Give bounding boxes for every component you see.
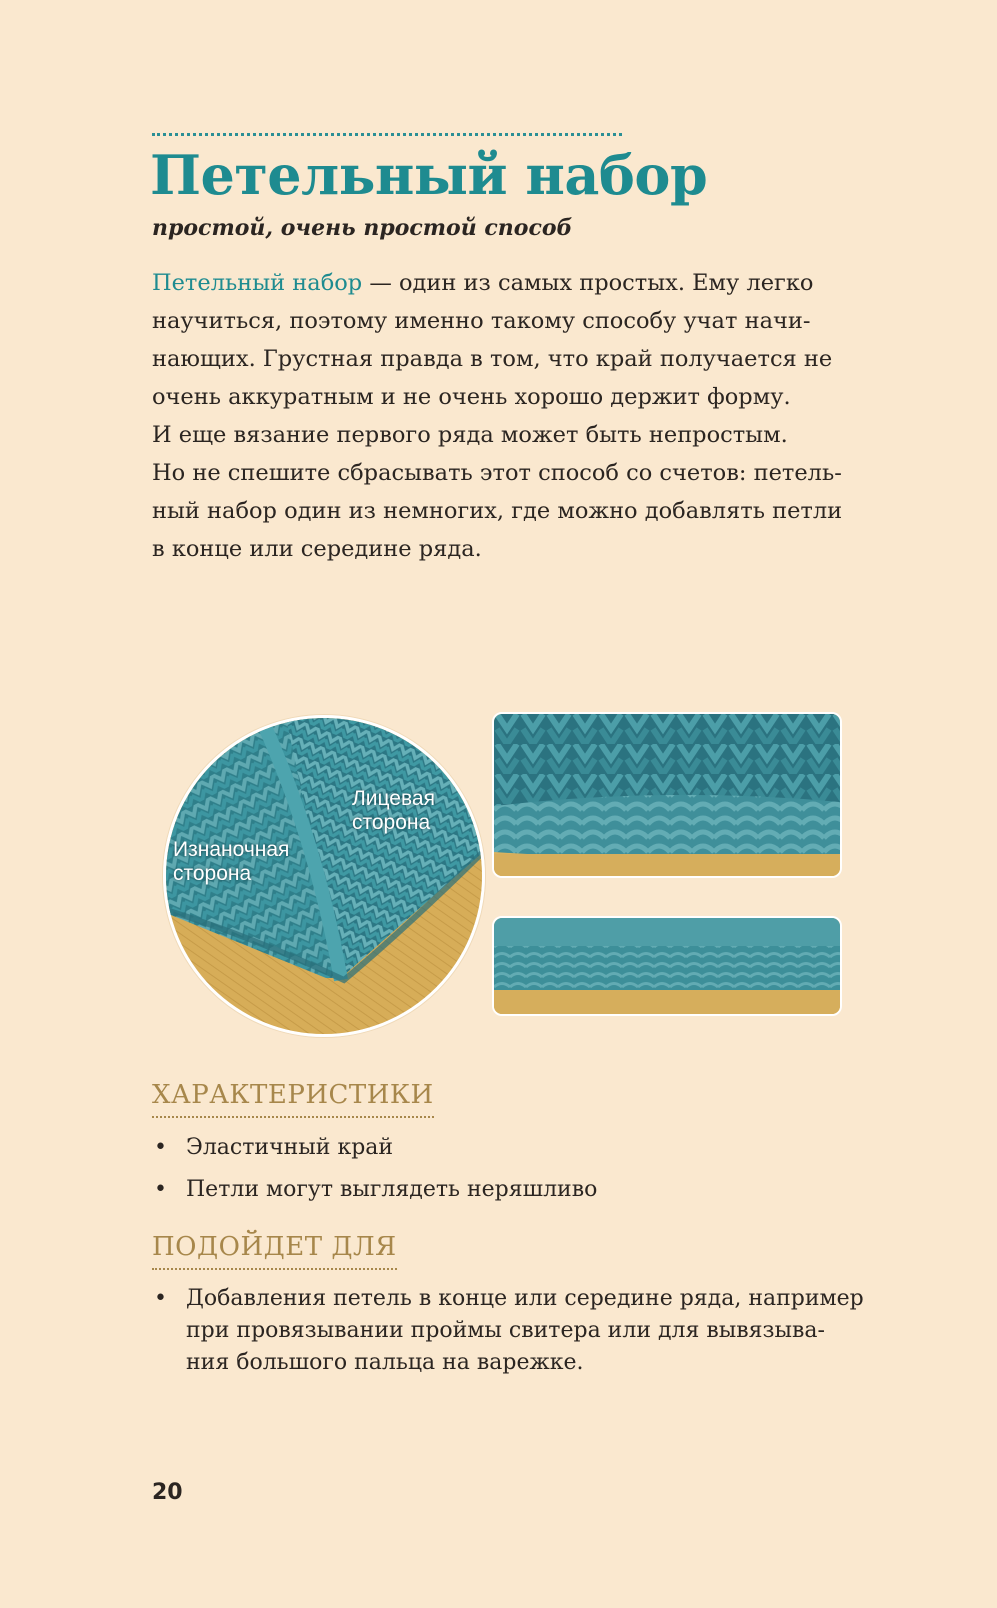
bullet-icon: • (154, 1177, 167, 1202)
intro-line-1: Петельный набор — один из самых простых. Ему легко (152, 270, 814, 296)
title-dotted-rule (152, 133, 622, 136)
intro-line-3: нающих. Грустная правда в том, что край получается не (152, 346, 833, 372)
bullet-icon: • (154, 1286, 167, 1311)
page-number: 20 (152, 1480, 183, 1505)
intro-line-5: И еще вязание первого ряда может быть непростым. (152, 422, 788, 448)
knit-edge-photo-top (492, 712, 842, 878)
page-title: Петельный набор (150, 143, 708, 207)
intro-line-4: очень аккуратным и не очень хорошо держит форму. (152, 384, 791, 410)
characteristics-list (152, 1132, 597, 1206)
label-wrong-side: Изнаночная сторона (173, 838, 290, 885)
knit-edge-photo-bottom (492, 916, 842, 1016)
intro-term: Петельный набор (152, 270, 363, 296)
page-subtitle: простой, очень простой способ (152, 215, 573, 241)
intro-line-2: научиться, поэтому именно такому способу учат начи- (152, 308, 811, 334)
intro-line-6: Но не спешите сбрасывать этот способ со счетов: петель- (152, 460, 842, 486)
suitable-for-heading: ПОДОЙДЕТ ДЛЯ (152, 1230, 397, 1270)
suitable-for-list (152, 1283, 864, 1379)
bullet-icon: • (154, 1135, 167, 1160)
list-item: • Добавления петель в конце или середине ряда, например при провязывании проймы свитера или для вывязыва- ния большого пальца на варежке. (152, 1283, 864, 1379)
intro-paragraph (152, 264, 892, 568)
intro-line-7: ный набор один из немногих, где можно добавлять петли (152, 498, 843, 524)
characteristics-heading: ХАРАКТЕРИСТИКИ (152, 1078, 434, 1118)
intro-line-8: в конце или середине ряда. (152, 536, 482, 562)
list-item: • Эластичный край (152, 1132, 597, 1164)
label-right-side: Лицевая сторона (352, 787, 435, 834)
list-item: • Петли могут выглядеть неряшливо (152, 1174, 597, 1206)
